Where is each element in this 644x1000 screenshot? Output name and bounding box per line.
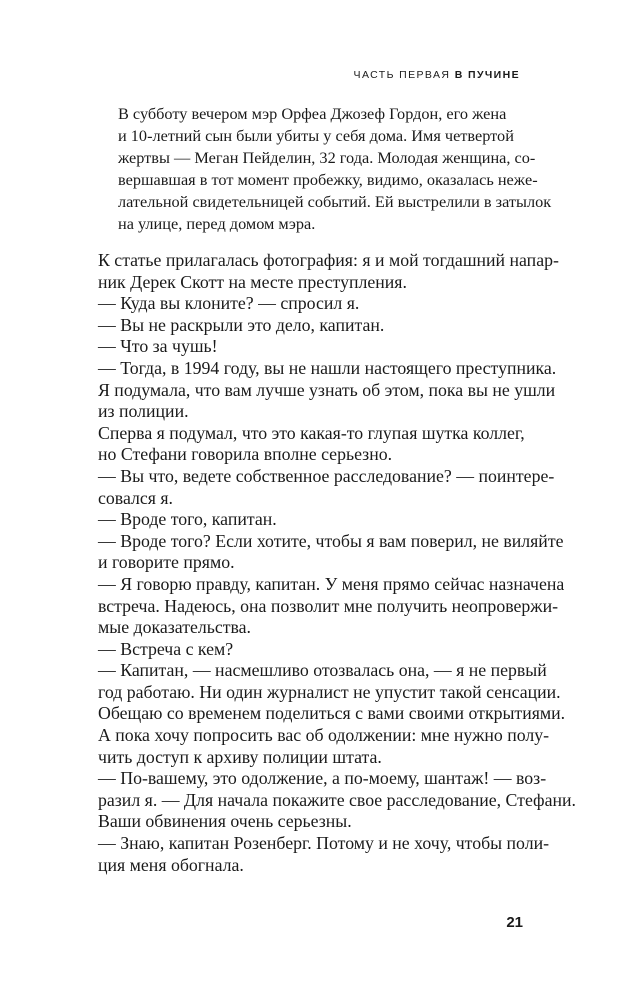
- quoted-article-text: [118, 103, 550, 234]
- body-line: — Капитан, — насмешливо отозвалась она, — я не первый: [98, 660, 547, 681]
- running-header: [354, 69, 520, 81]
- body-line: чить доступ к архиву полиции штата.: [98, 746, 382, 767]
- header-chapter-title: В ПУЧИНЕ: [454, 69, 520, 81]
- body-line: Я подумала, что вам лучше узнать об этом, пока вы не ушли: [98, 379, 556, 400]
- body-line: — Я говорю правду, капитан. У меня прямо сейчас назначена: [98, 573, 565, 594]
- body-text: [98, 250, 576, 876]
- quote-line: лательной свидетельницей событий. Ей выстрелили в затылок: [118, 191, 552, 211]
- body-line: — Вы что, ведете собственное расследование? — поинтере-: [98, 465, 555, 486]
- quote-line: В субботу вечером мэр Орфеа Джозеф Гордон, его жена: [118, 104, 507, 123]
- body-line: разил я. — Для начала покажите свое расследование, Стефани.: [98, 789, 576, 810]
- body-line: Сперва я подумал, что это какая-то глупая шутка коллег,: [98, 422, 525, 443]
- body-line: год работаю. Ни один журналист не упустит такой сенсации.: [98, 681, 561, 702]
- body-line: — Тогда, в 1994 году, вы не нашли настоящего преступника.: [98, 357, 557, 378]
- body-line: встреча. Надеюсь, она позволит мне получить неопровержи-: [98, 595, 559, 616]
- body-line: но Стефани говорила вполне серьезно.: [98, 444, 393, 465]
- body-line: — По-вашему, это одолжение, а по-моему, шантаж! — воз-: [98, 768, 547, 789]
- body-line: совался я.: [98, 487, 174, 508]
- body-line: — Вы не раскрыли это дело, капитан.: [98, 314, 385, 335]
- quote-line: на улице, перед домом мэра.: [118, 213, 316, 233]
- quote-line: вершавшая в тот момент пробежку, видимо, оказалась нежe-: [118, 169, 538, 189]
- body-line: — Что за чушь!: [98, 336, 218, 357]
- body-line: из полиции.: [98, 401, 189, 422]
- body-line: — Вроде того, капитан.: [98, 509, 277, 530]
- page-number: 21: [506, 914, 523, 931]
- body-line: мые доказательства.: [98, 617, 251, 638]
- body-line: — Знаю, капитан Розенберг. Потому и не хочу, чтобы поли-: [98, 833, 550, 854]
- body-line: Ваши обвинения очень серьезны.: [98, 811, 352, 832]
- body-line: и говорите прямо.: [98, 552, 235, 573]
- body-line: — Вроде того? Если хотите, чтобы я вам поверил, не виляйте: [98, 530, 564, 551]
- quote-line: и 10-летний сын были убиты у себя дома. Имя четвертой: [118, 125, 514, 145]
- body-line: — Встреча с кем?: [98, 638, 234, 659]
- body-line: ция меня обогнала.: [98, 854, 244, 875]
- body-line: — Куда вы клоните? — спросил я.: [98, 293, 360, 314]
- body-line: Обещаю со временем поделиться с вами своими открытиями.: [98, 703, 566, 724]
- header-part-label: ЧАСТЬ ПЕРВАЯ: [353, 69, 451, 81]
- quote-line: жертвы — Меган Пейделин, 32 года. Молодая женщина, со-: [118, 147, 536, 167]
- body-line: ник Дерек Скотт на месте преступления.: [98, 271, 407, 292]
- body-line: К статье прилагалась фотография: я и мой тогдашний напар-: [98, 250, 559, 270]
- body-line: А пока хочу попросить вас об одолжении: мне нужно полу-: [98, 725, 550, 746]
